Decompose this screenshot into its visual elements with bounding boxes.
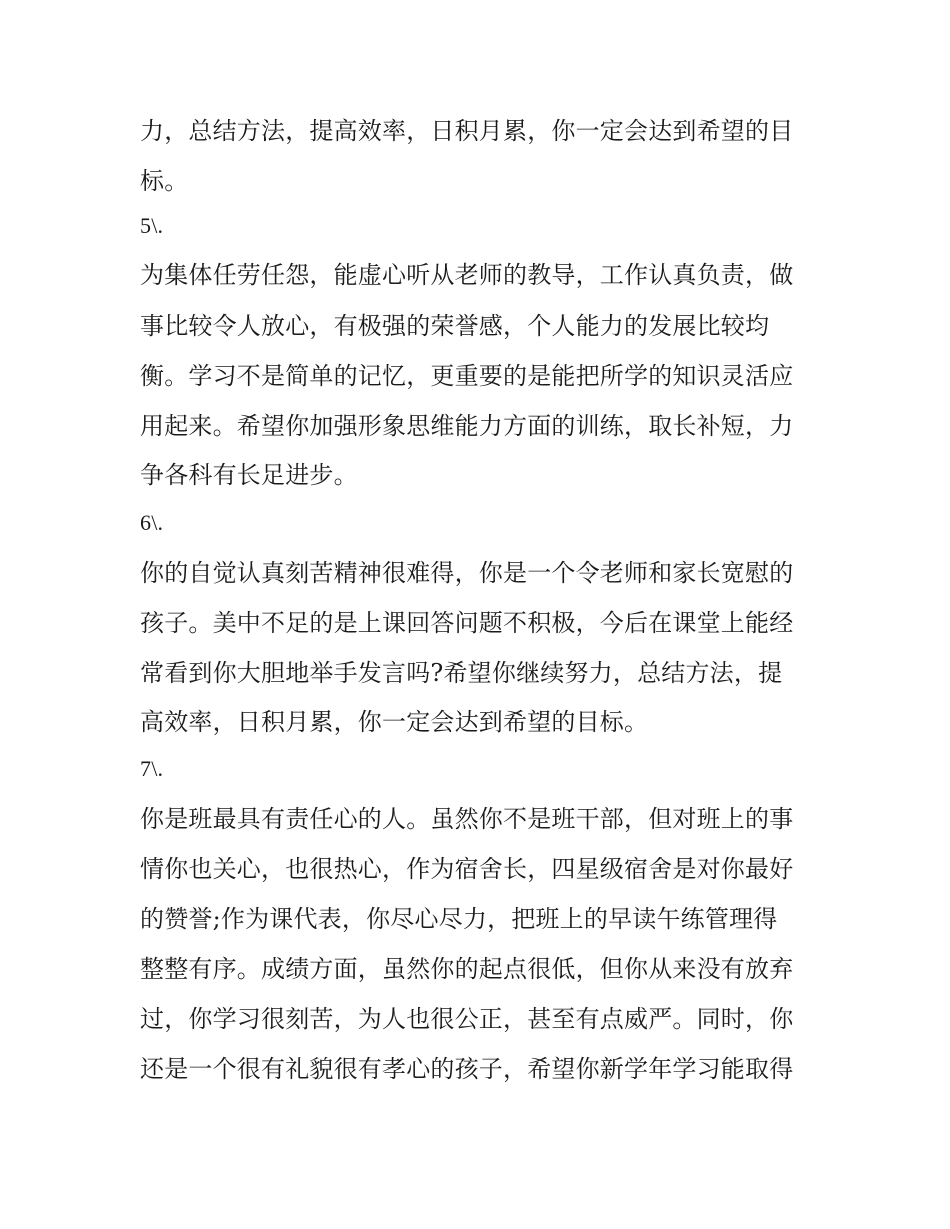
text-line: 标。	[140, 167, 189, 195]
text-line: 常看到你大胆地举手发言吗?希望你继续努力，总结方法，提	[140, 659, 783, 687]
item-number: 5\.	[140, 213, 164, 238]
text-line: 高效率，日积月累，你一定会达到希望的目标。	[140, 708, 649, 736]
item-number: 7\.	[140, 756, 164, 781]
text-line: 争各科有长足进步。	[140, 461, 358, 489]
text-line: 的赞誉;作为课代表，你尽心尽力，把班上的早读午练管理得	[140, 905, 778, 933]
text-line: 你是班最具有责任心的人。虽然你不是班干部，但对班上的事	[140, 805, 794, 833]
text-line: 整整有序。成绩方面，虽然你的起点很低，但你从来没有放弃	[140, 955, 794, 983]
text-line: 还是一个很有礼貌很有孝心的孩子，希望你新学年学习能取得	[140, 1055, 794, 1083]
item-number: 6\.	[140, 510, 164, 535]
text-line: 情你也关心，也很热心，作为宿舍长，四星级宿舍是对你最好	[140, 855, 794, 883]
text-line: 衡。学习不是简单的记忆，更重要的是能把所学的知识灵活应	[140, 362, 794, 390]
text-line: 力，总结方法，提高效率，日积月累，你一定会达到希望的目	[140, 117, 794, 145]
text-line: 过，你学习很刻苦，为人也很公正，甚至有点威严。同时，你	[140, 1005, 794, 1033]
text-line: 孩子。美中不足的是上课回答问题不积极，今后在课堂上能经	[140, 609, 794, 637]
text-line: 用起来。希望你加强形象思维能力方面的训练，取长补短，力	[140, 412, 794, 440]
text-line: 你的自觉认真刻苦精神很难得，你是一个令老师和家长宽慰的	[140, 559, 794, 587]
text-line: 事比较令人放心，有极强的荣誉感，个人能力的发展比较均	[140, 312, 770, 340]
text-line: 为集体任劳任怨，能虚心听从老师的教导，工作认真负责，做	[140, 261, 794, 289]
